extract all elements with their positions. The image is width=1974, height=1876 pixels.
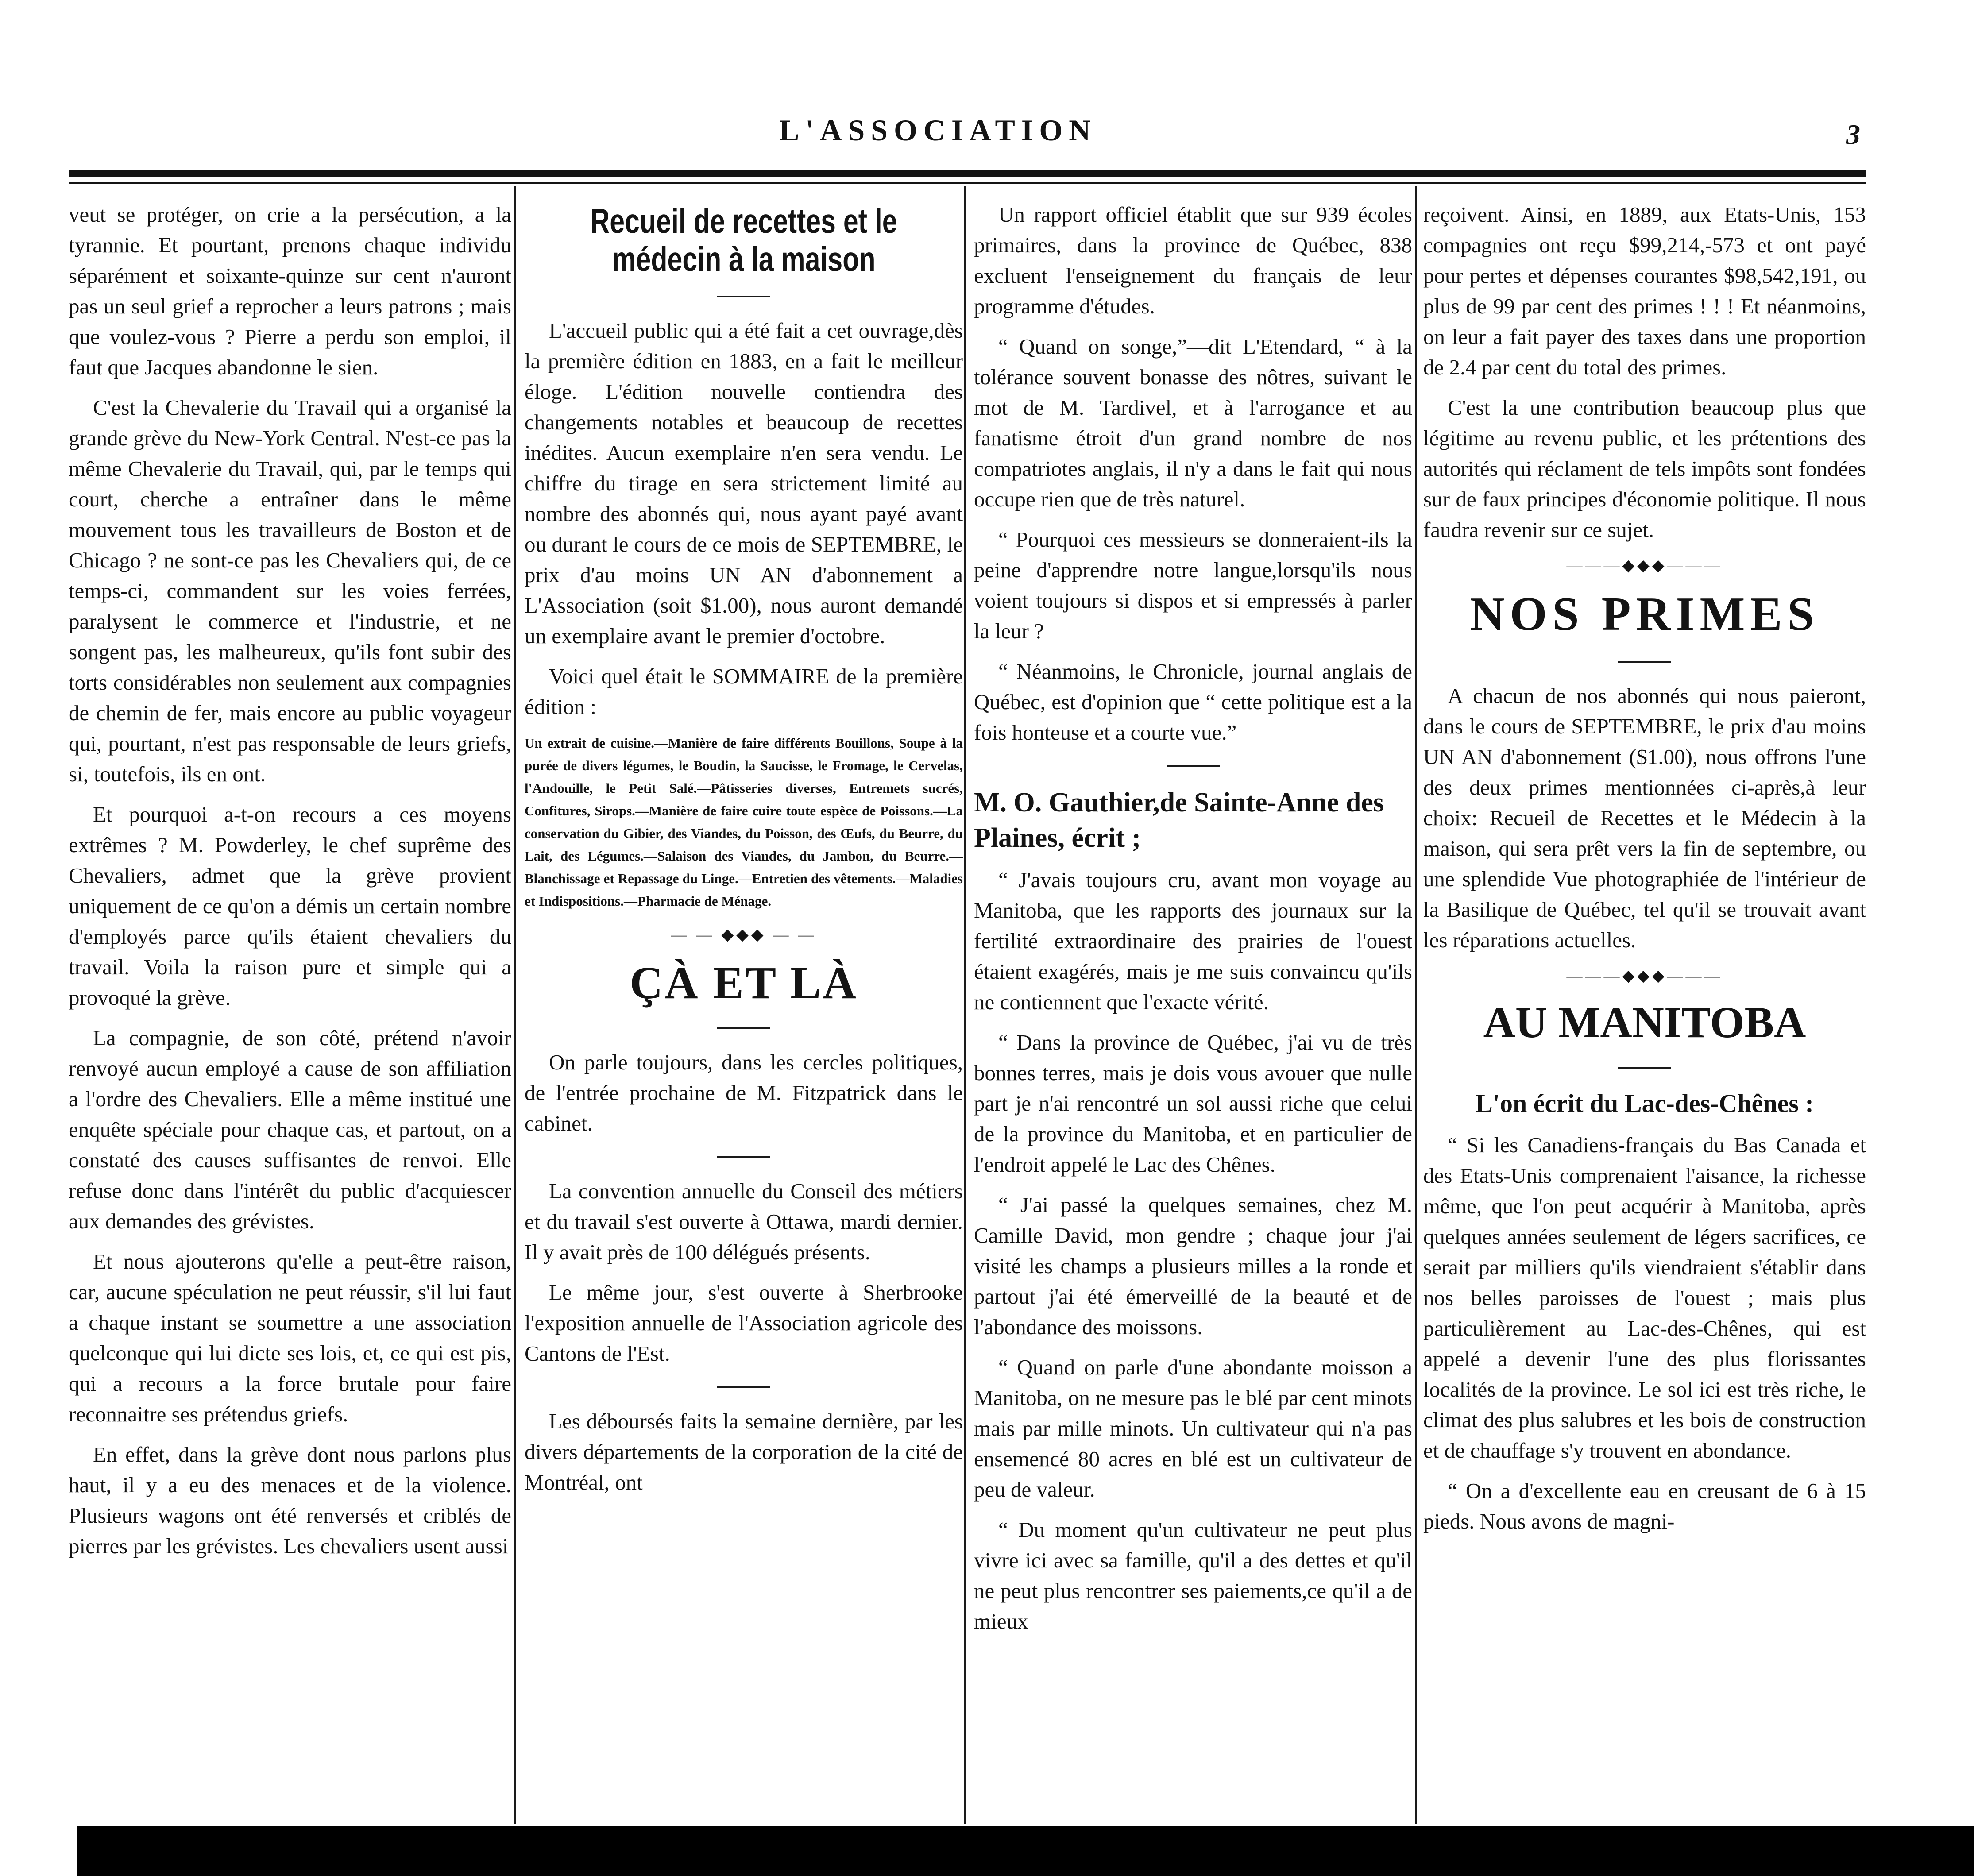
- column-divider: [964, 186, 966, 1824]
- newspaper-title: L'ASSOCIATION: [779, 113, 1097, 147]
- paragraph: Et pourquoi a-t-on recours a ces moyens extrêmes ? M. Powderley, le chef suprême des Chevaliers, admet que la grève provient uniquement de ce qu'on a démis un certain nombre d'employés parce qu'ils étaient chevaliers du travail. Voila la raison pure et simple qui a provoqué la grève.: [69, 802, 511, 1010]
- paragraph: On parle toujours, dans les cercles politiques, de l'entrée prochaine de M. Fitzpatrick dans le cabinet.: [525, 1050, 963, 1135]
- paragraph: C'est la Chevalerie du Travail qui a organisé la grande grève du New-York Central. N'est-ce pas la même Chevalerie du Travail, qui, par le temps qui court, cherche a entraîner dans le même mouvement tous les travailleurs de Boston et de Chicago ? ne sont-ce pas les Chevaliers qui, de ce temps-ci, commandent sur les voies ferrées, paralysent le commerce et l'industrie, et ne songent pas, les malheureux, qu'ils font subir des torts considérables non seulement aux compagnies de chemin de fer, mais encore au public voyageur qui, pourtant, n'est pas responsable de leurs griefs, si, toutefois, ils en ont.: [69, 395, 511, 786]
- article-heading: Recueil de recettes et le médecin à la maison: [590, 201, 897, 278]
- paragraph: La convention annuelle du Conseil des métiers et du travail s'est ouverte à Ottawa, mardi dernier. Il y avait près de 100 délégués présents.: [525, 1179, 963, 1264]
- paragraph: Et nous ajouterons qu'elle a peut-être raison, car, aucune spéculation ne peut réussir, s'il lui faut a chaque instant se soumettre a une association quelconque qui lui dicte ses lois, et, ce qui est pis, qui a recours a la force brutale pour faire reconnaitre ses prétendus griefs.: [69, 1249, 511, 1426]
- paragraph: L'accueil public qui a été fait a cet ouvrage,dès la première édition en 1883, en a fait le meilleur éloge. L'édition nouvelle contiendra des changements notables et beaucoup de recettes inédites. Aucun exemplaire n'en sera vendu. Le chiffre du tirage en sera strictement limité au nombre des abonnés qui, nous ayant payé avant ou durant le cours de ce mois de SEPTEMBRE, le prix d'au moins UN AN d'abonnement a L'Association (soit $1.00), nous auront demandé un exemplaire avant le premier d'octobre.: [525, 318, 963, 648]
- column-3: [974, 199, 1412, 1826]
- paragraph: “ Si les Canadiens-français du Bas Canada et des Etats-Unis comprenaient l'aisance, la richesse même, que l'on peut acquérir à Manitoba, après quelques années seulement de légers sacrifices, ce serait par milliers qu'ils viendraient s'établir dans nos belles paroisses de l'ouest ; mais plus particulièrement au Lac-des-Chênes, qui est appelé a devenir l'une des plus florissantes localités de la province. Le sol ici est très riche, le climat des plus salubres et les bois de construction et de chauffage s'y trouvent en abondance.: [1423, 1133, 1866, 1463]
- masthead-rule-thick: [69, 170, 1866, 177]
- column-divider: [514, 186, 516, 1824]
- column-divider: [1415, 186, 1417, 1824]
- section-heading: NOS PRIMES: [1470, 588, 1819, 641]
- separator-rule: [1167, 765, 1220, 767]
- separator-rule: [717, 296, 770, 297]
- ornament-divider: ———◆◆◆———: [1566, 967, 1723, 984]
- paragraph: “ J'avais toujours cru, avant mon voyage au Manitoba, que les rapports des journaux sur la fertilité extraordinaire des prairies de l'ouest étaient exagérés, mais je me suis convaincu qu'ils ne contiennent que l'exacte vérité.: [974, 868, 1412, 1014]
- paragraph: “ Du moment qu'un cultivateur ne peut plus vivre ici avec sa famille, qu'il a des dettes et qu'il ne peut plus rencontrer ses paiements,ce qu'il a de mieux: [974, 1517, 1412, 1633]
- paragraph: “ Dans la province de Québec, j'ai vu de très bonnes terres, mais je dois vous avouer que nulle part je n'ai rencontré un sol aussi riche que celui de la province du Manitoba, et en particulier de l'endroit appelé le Lac des Chênes.: [974, 1030, 1412, 1177]
- paragraph: Voici quel était le SOMMAIRE de la première édition :: [525, 664, 963, 719]
- separator-rule: [1618, 661, 1671, 663]
- paragraph: Les déboursés faits la semaine dernière, par les divers départements de la corporation de la cité de Montréal, ont: [525, 1409, 963, 1494]
- page-number: 3: [1846, 119, 1860, 150]
- masthead: [0, 113, 1974, 162]
- column-2: [525, 199, 963, 1826]
- letter-heading: M. O. Gauthier,de Sainte-Anne des Plaines, écrit ;: [974, 787, 1384, 853]
- paragraph: La compagnie, de son côté, prétend n'avoir renvoyé aucun employé a cause de son affiliation a l'ordre des Chevaliers. Elle a même institué une enquête spéciale pour chaque cas, et partout, on a constaté des causes suffisantes de renvoi. Elle refuse donc dans l'intérêt du public d'acquiescer aux demandes des grévistes.: [69, 1026, 511, 1233]
- section-heading: AU MANITOBA: [1483, 998, 1806, 1047]
- paragraph: veut se protéger, on crie a la persécution, a la tyrannie. Et pourtant, prenons chaque individu séparément et soixante-quinze sur cent n'auront pas un seul grief a reprocher a leurs patrons ; mais que voulez-vous ? Pierre a perdu son emploi, il faut que Jacques abandonne le sien.: [69, 202, 511, 379]
- ornament-divider: — — ◆◆◆ — —: [671, 926, 817, 943]
- paragraph: Le même jour, s'est ouverte à Sherbrooke l'exposition annuelle de l'Association agricole des Cantons de l'Est.: [525, 1280, 963, 1366]
- scan-edge-bar: [77, 1826, 1974, 1876]
- paragraph: “ Quand on songe,”—dit L'Etendard, “ à la tolérance souvent bonasse des nôtres, suivant le mot de M. Tardivel, et à l'arrogance et au fanatisme étroit d'un grand nombre de nos compatriotes anglais, il n'y a dans le fait qui nous occupe rien que de très naturel.: [974, 334, 1412, 511]
- paragraph: “ Pourquoi ces messieurs se donneraient-ils la peine d'apprendre notre langue,lorsqu'ils nous voient toujours si dispos et si empressés à parler la leur ?: [974, 527, 1412, 643]
- separator-rule: [717, 1386, 770, 1388]
- section-heading: ÇÀ ET LÀ: [630, 957, 858, 1008]
- separator-rule: [717, 1027, 770, 1029]
- paragraph: “ Néanmoins, le Chronicle, journal anglais de Québec, est d'opinion que “ cette politique est a la fois honteuse et a courte vue.”: [974, 659, 1412, 745]
- paragraph: “ Quand on parle d'une abondante moisson a Manitoba, on ne mesure pas le blé par cent minots mais par mille minots. Un cultivateur qui n'a pas ensemencé 80 acres en blé est un cultivateur de peu de valeur.: [974, 1355, 1412, 1502]
- paragraph: En effet, dans la grève dont nous parlons plus haut, il y a eu des menaces et de la violence. Plusieurs wagons ont été renversés et criblés de pierres par les grévistes. Les chevaliers usent aussi: [69, 1442, 511, 1558]
- sub-heading: L'on écrit du Lac-des-Chênes :: [1476, 1089, 1814, 1118]
- paragraph: C'est la une contribution beaucoup plus que légitime au revenu public, et les prétentions des autorités qui réclament de tels impôts sont fondées sur de faux principes d'économie politique. Il nous faudra revenir sur ce sujet.: [1423, 395, 1866, 542]
- separator-rule: [1618, 1067, 1671, 1069]
- column-1: [69, 199, 511, 1826]
- paragraph: “ J'ai passé la quelques semaines, chez M. Camille David, mon gendre ; chaque jour j'ai visité les champs a plusieurs milles a la ronde et partout j'ai été émerveillé de la beauté et de l'abondance des moissons.: [974, 1193, 1412, 1339]
- separator-rule: [717, 1156, 770, 1158]
- ornament-divider: ———◆◆◆———: [1566, 556, 1723, 574]
- sommaire-list: Un extrait de cuisine.—Manière de faire différents Bouillons, Soupe à la purée de divers légumes, le Boudin, la Saucisse, le Fromage, le Cervelas, l'Andouille, le Petit Salé.—Pâtisseries diverses, Entremets sucrés, Confitures, Sirops.—Manière de faire cuire toute espèce de Poissons.—La conservation du Gibier, des Viandes, du Poisson, des Œufs, du Beurre, du Lait, des Légumes.—Salaison des Viandes, du Jambon, du Beurre.—Blanchissage et Repassage du Linge.—Entretien des vêtements.—Maladies et Indispositions.—Pharmacie de Ménage.: [525, 735, 963, 909]
- column-4: [1423, 199, 1866, 1826]
- paragraph: A chacun de nos abonnés qui nous paieront, dans le cours de SEPTEMBRE, le prix d'au moins UN AN d'abonnement ($1.00), nous offrons l'une des deux primes mentionnées ci-après,à leur choix: Recueil de Recettes et le Médecin à la maison, qui sera prêt vers la fin de septembre, ou une splendide Vue photographiée de l'intérieur de la Basilique de Québec, tel qu'il se trouvait avant les réparations actuelles.: [1423, 683, 1866, 952]
- masthead-rule-thin: [69, 182, 1866, 184]
- paragraph: reçoivent. Ainsi, en 1889, aux Etats-Unis, 153 compagnies ont reçu $99,214,-573 et ont payé pour pertes et dépenses courantes $98,542,191, ou plus de 99 par cent des primes ! ! ! Et néanmoins, on leur a fait payer des taxes dans une proportion de 2.4 par cent du total des primes.: [1423, 202, 1866, 379]
- paragraph: Un rapport officiel établit que sur 939 écoles primaires, dans la province de Québec, 838 excluent l'enseignement du français de leur programme d'études.: [974, 202, 1412, 318]
- paragraph: “ On a d'excellente eau en creusant de 6 à 15 pieds. Nous avons de magni-: [1423, 1478, 1866, 1533]
